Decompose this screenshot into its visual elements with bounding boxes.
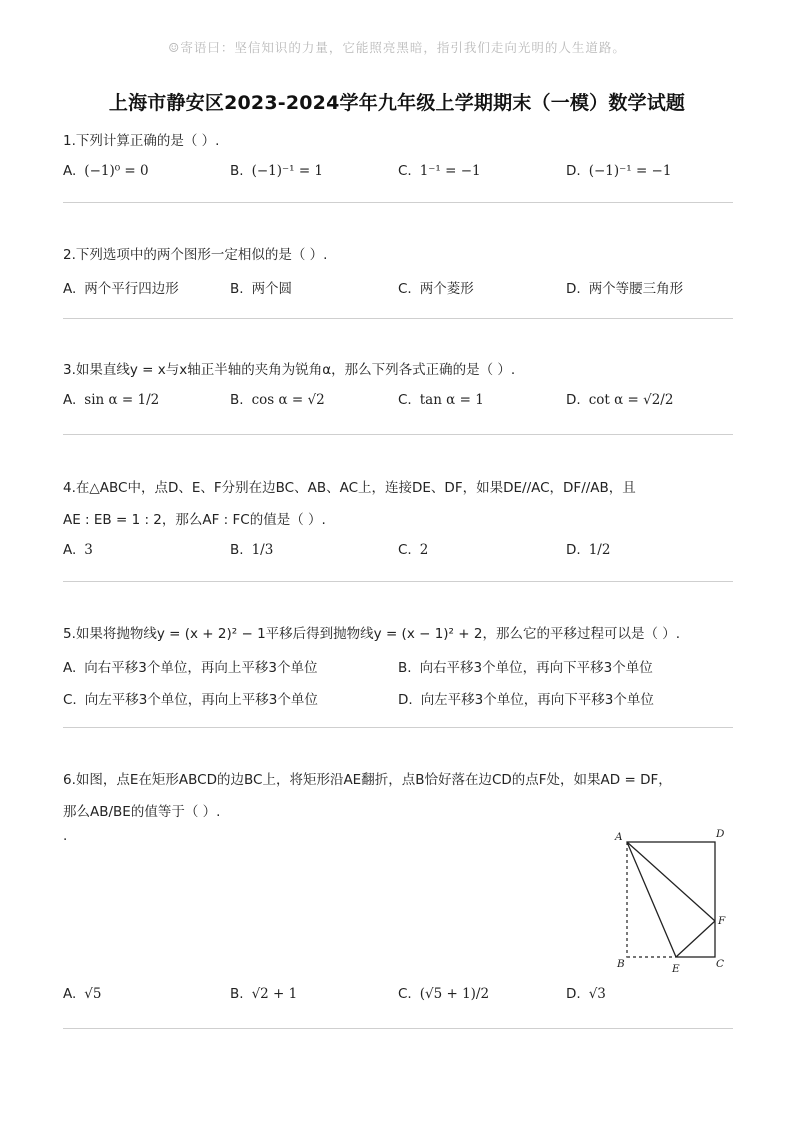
- q5-option-c-text: 向左平移3个单位，再向上平移3个单位: [84, 692, 318, 708]
- q1-option-a-text: (−1)⁰ = 0: [84, 163, 149, 179]
- question-3: [63, 360, 733, 426]
- q4-option-c: C. 2: [398, 542, 429, 558]
- header-motto: ☺寄语曰：坚信知识的力量，它能照亮黑暗，指引我们走向光明的人生道路。: [168, 40, 626, 55]
- question-1: [63, 131, 733, 187]
- q1-option-a: A. (−1)⁰ = 0: [63, 163, 149, 179]
- q5-option-a: A. 向右平移3个单位，再向上平移3个单位: [63, 660, 318, 676]
- question-6-stem-line2: 那么AB/BE的值等于（ ）.: [63, 804, 221, 820]
- label-d: D: [716, 828, 725, 840]
- q4-option-d: D. 1/2: [566, 542, 611, 558]
- q1-option-b-text: (−1)⁻¹ = 1: [251, 163, 324, 179]
- question-6-stem-line3: .: [63, 828, 68, 844]
- q1-option-d-text: (−1)⁻¹ = −1: [588, 163, 672, 179]
- q2-option-d: D. 两个等腰三角形: [566, 281, 684, 297]
- q1-option-c: C. 1⁻¹ = −1: [398, 163, 481, 179]
- q6-option-b-text: √2 + 1: [251, 986, 298, 1002]
- question-2: [63, 245, 733, 301]
- question-6-options-wrap: [63, 986, 733, 1020]
- question-5-options-row1: [63, 656, 733, 680]
- divider: [63, 581, 733, 582]
- q3-option-b: B. cos α = √2: [230, 392, 325, 408]
- label-a: A: [615, 831, 623, 843]
- q2-option-a-text: 两个平行四边形: [84, 281, 179, 297]
- question-5: [63, 624, 733, 712]
- q5-option-c: C. 向左平移3个单位，再向上平移3个单位: [63, 692, 318, 708]
- q3-option-d: D. cot α = √2/2: [566, 392, 674, 408]
- q4-option-a: A. 3: [63, 542, 93, 558]
- q4-option-d-text: 1/2: [588, 542, 611, 558]
- question-2-options: [63, 277, 733, 301]
- question-3-stem: 3.如果直线y = x与x轴正半轴的夹角为锐角α，那么下列各式正确的是（ ）.: [63, 362, 516, 378]
- q5-option-b-text: 向右平移3个单位，再向下平移3个单位: [419, 660, 653, 676]
- divider: [63, 202, 733, 203]
- q2-option-b: B. 两个圆: [230, 281, 293, 297]
- rect-abcd-outline: [627, 842, 715, 957]
- q1-option-c-text: 1⁻¹ = −1: [419, 163, 481, 179]
- q5-option-d-text: 向左平移3个单位，再向下平移3个单位: [420, 692, 654, 708]
- q2-option-a: A. 两个平行四边形: [63, 281, 179, 297]
- question-1-stem: 1.下列计算正确的是（ ）.: [63, 133, 220, 149]
- q3-option-d-text: cot α = √2/2: [588, 392, 674, 408]
- q4-option-b-text: 1/3: [251, 542, 274, 558]
- q6-option-d-text: √3: [588, 986, 606, 1002]
- q3-option-b-text: cos α = √2: [251, 392, 325, 408]
- page-title: 上海市静安区2023-2024学年九年级上学期期末（一模）数学试题: [108, 92, 686, 114]
- q4-option-a-text: 3: [84, 542, 93, 558]
- fold-line-ae: [627, 842, 676, 957]
- q1-option-b: B. (−1)⁻¹ = 1: [230, 163, 324, 179]
- question-5-options-row2: [63, 688, 733, 712]
- q6-option-a-text: √5: [84, 986, 102, 1002]
- label-e: E: [672, 963, 680, 972]
- q4-option-c-text: 2: [419, 542, 429, 558]
- q6-option-a: A. √5: [63, 986, 102, 1002]
- q2-option-d-text: 两个等腰三角形: [588, 281, 684, 297]
- q3-option-a-text: sin α = 1/2: [84, 392, 160, 408]
- label-c: C: [716, 958, 725, 970]
- q3-option-c: C. tan α = 1: [398, 392, 484, 408]
- divider: [63, 727, 733, 728]
- q2-option-c-text: 两个菱形: [419, 281, 474, 297]
- question-5-stem: 5.如果将抛物线y = (x + 2)² − 1平移后得到抛物线y = (x − 1)² + 2，那么它的平移过程可以是（ ）.: [63, 626, 681, 642]
- question-6-options: [63, 986, 733, 1020]
- rectangle-fold-figure: [608, 822, 734, 972]
- q5-option-d: D. 向左平移3个单位，再向下平移3个单位: [398, 692, 654, 708]
- question-2-stem: 2.下列选项中的两个图形一定相似的是（ ）.: [63, 247, 328, 263]
- q6-option-b: B. √2 + 1: [230, 986, 298, 1002]
- q6-option-c-text: (√5 + 1)/2: [419, 986, 490, 1002]
- q5-option-a-text: 向右平移3个单位，再向上平移3个单位: [84, 660, 318, 676]
- segment-ef: [676, 921, 715, 957]
- divider: [63, 434, 733, 435]
- question-6-stem: 6.如图，点E在矩形ABCD的边BC上，将矩形沿AE翻折，点B恰好落在边CD的点F处，如果AD = DF，: [63, 772, 672, 788]
- question-3-options: [63, 392, 733, 426]
- segment-af: [627, 842, 715, 921]
- q4-option-b: B. 1/3: [230, 542, 274, 558]
- divider: [63, 318, 733, 319]
- q3-option-a: A. sin α = 1/2: [63, 392, 160, 408]
- label-f: F: [718, 915, 726, 927]
- q5-option-b: B. 向右平移3个单位，再向下平移3个单位: [398, 660, 653, 676]
- q6-option-d: D. √3: [566, 986, 606, 1002]
- question-4-stem: 4.在△ABC中，点D、E、F分别在边BC、AB、AC上，连接DE、DF，如果DE//AC，DF//AB，且: [63, 480, 636, 496]
- q2-option-b-text: 两个圆: [251, 281, 293, 297]
- question-4-options: [63, 542, 733, 576]
- q6-option-c: C. (√5 + 1)/2: [398, 986, 490, 1002]
- q1-option-d: D. (−1)⁻¹ = −1: [566, 163, 672, 179]
- label-b: B: [617, 958, 625, 970]
- question-1-options: [63, 163, 733, 187]
- question-4-stem-line2: AE : EB = 1 : 2，那么AF : FC的值是（ ）.: [63, 512, 326, 528]
- q2-option-c: C. 两个菱形: [398, 281, 474, 297]
- q3-option-c-text: tan α = 1: [419, 392, 484, 408]
- divider: [63, 1028, 733, 1029]
- question-4: [63, 478, 733, 576]
